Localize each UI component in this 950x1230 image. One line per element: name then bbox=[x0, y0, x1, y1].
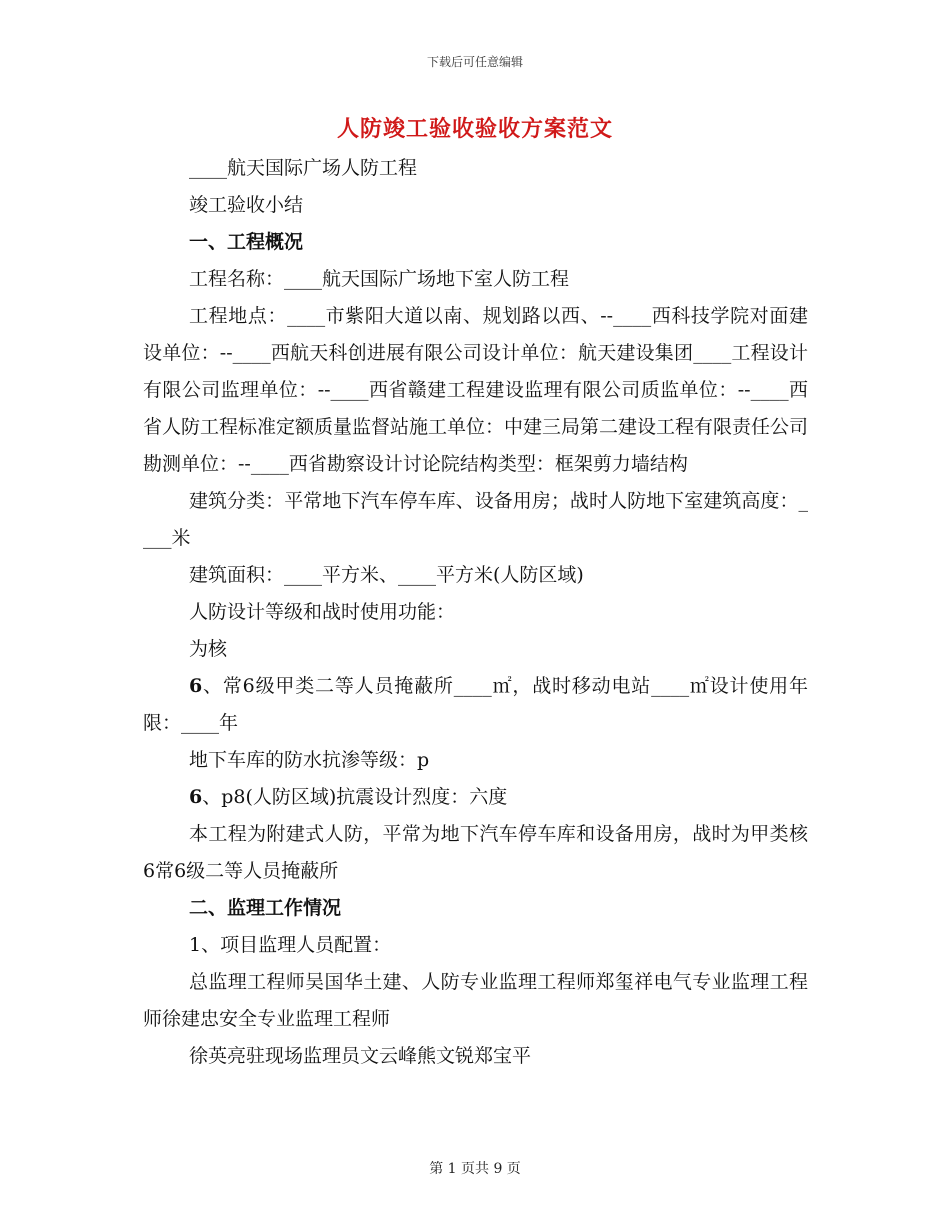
paragraph-design-grade: 人防设计等级和战时使用功能： bbox=[189, 601, 456, 623]
paragraph-location-units: 工程地点：____市紫阳大道以南、规划路以西、--____西科技学院对面建设单位：--____西航天科创进展有限公司设计单位：航天建设集团____工程设计有限公司监理单位：--____西省赣建工程建设监理有限公司质监单位：--____西省人防工程标准定额质量监督站施工单位：中建三局第二建设工程有限责任公司勘测单位：--____西省勘察设计讨论院结构类型：框架剪力墙结构 bbox=[143, 305, 809, 475]
paragraph-item-6b bbox=[143, 779, 808, 816]
paragraph-nuclear: 为核 bbox=[189, 638, 228, 660]
paragraph-staff-list-2: 徐英亮驻现场监理员文云峰熊文锐郑宝平 bbox=[189, 1045, 532, 1067]
paragraph-item-6a bbox=[143, 668, 808, 742]
paragraph-summary: 本工程为附建式人防，平常为地下汽车停车库和设备用房，战时为甲类核6常6级二等人员掩蔽所 bbox=[143, 823, 808, 882]
project-name-line: ____航天国际广场人防工程 bbox=[189, 157, 418, 179]
document-title: 人防竣工验收验收方案范文 bbox=[336, 116, 613, 142]
paragraph-staff-list-1: 总监理工程师吴国华土建、人防专业监理工程师郑玺祥电气专业监理工程师徐建忠安全专业监理工程师 bbox=[143, 971, 808, 1030]
summary-heading-line: 竣工验收小结 bbox=[189, 194, 304, 216]
item-number: 6 bbox=[189, 675, 203, 697]
paragraph-category: 建筑分类：平常地下汽车停车库、设备用房；战时人防地下室建筑高度：____米 bbox=[143, 490, 808, 549]
paragraph-staffing: 1、项目监理人员配置： bbox=[189, 934, 392, 956]
section-heading-overview: 一、工程概况 bbox=[189, 231, 304, 253]
page-number: 第 1 页共 9 页 bbox=[429, 1161, 521, 1177]
paragraph-area: 建筑面积：____平方米、____平方米(人防区域) bbox=[189, 564, 584, 586]
page-header-note: 下载后可任意编辑 bbox=[426, 55, 523, 69]
section-heading-supervision: 二、监理工作情况 bbox=[189, 897, 342, 919]
paragraph-waterproof: 地下车库的防水抗渗等级：p bbox=[189, 749, 430, 771]
item-number: 6 bbox=[189, 786, 203, 808]
document-body bbox=[143, 150, 808, 1075]
item-text: 、p8(人防区域)抗震设计烈度：六度 bbox=[202, 786, 508, 808]
paragraph-project-name: 工程名称：____航天国际广场地下室人防工程 bbox=[189, 268, 570, 290]
item-text: 、常6级甲类二等人员掩蔽所____㎡，战时移动电站____㎡设计使用年限：____年 bbox=[143, 675, 808, 734]
